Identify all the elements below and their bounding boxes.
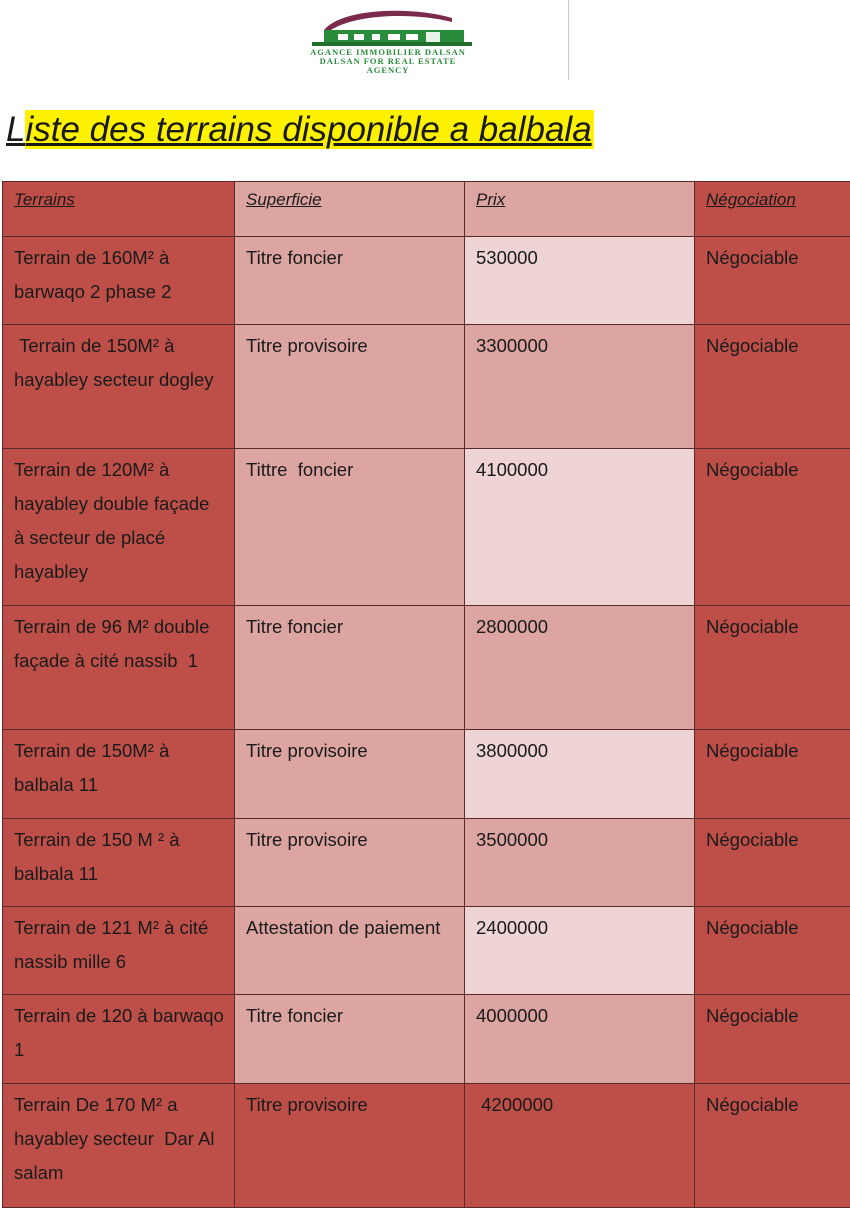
header-superficie: Superficie [235, 182, 465, 237]
cell-negociation: Négociable [695, 1084, 850, 1208]
cell-prix: 4100000 [465, 449, 695, 606]
cell-superficie: Titre provisoire [235, 819, 465, 907]
cell-terrain: Terrain de 150 M ² à balbala 11 [3, 819, 235, 907]
table-row [3, 237, 850, 325]
logo-text [232, 48, 544, 75]
cell-terrain: Terrain de 150M² à hayabley secteur dogley [3, 325, 235, 449]
cell-prix: 3500000 [465, 819, 695, 907]
logo-line-3: AGENCY [232, 66, 544, 75]
table-row [3, 1084, 850, 1208]
cell-superficie: Titre provisoire [235, 325, 465, 449]
cell-terrain: Terrain de 150M² à balbala 11 [3, 730, 235, 819]
table-row [3, 325, 850, 449]
title-rest: iste des terrains disponible a balbala [25, 110, 593, 149]
cell-terrain: Terrain de 120M² à hayabley double façade à secteur de placé hayabley [3, 449, 235, 606]
table-row [3, 907, 850, 995]
cell-superficie: Attestation de paiement [235, 907, 465, 995]
cell-negociation: Négociable [695, 907, 850, 995]
cell-prix: 4000000 [465, 995, 695, 1084]
cell-negociation: Négociable [695, 325, 850, 449]
table-header-row [3, 182, 850, 237]
cell-superficie: Tittre foncier [235, 449, 465, 606]
page-title [6, 104, 594, 156]
table-row [3, 606, 850, 730]
cell-prix: 3300000 [465, 325, 695, 449]
cell-prix: 530000 [465, 237, 695, 325]
agency-logo [232, 4, 544, 82]
cell-superficie: Titre foncier [235, 606, 465, 730]
header-prix: Prix [465, 182, 695, 237]
cell-prix: 3800000 [465, 730, 695, 819]
cell-terrain: Terrain de 120 à barwaqo 1 [3, 995, 235, 1084]
cell-superficie: Titre foncier [235, 237, 465, 325]
cell-superficie: Titre provisoire [235, 730, 465, 819]
table-row [3, 730, 850, 819]
title-first-letter: L [6, 110, 25, 149]
header-divider [568, 0, 569, 80]
cell-negociation: Négociable [695, 237, 850, 325]
cell-prix: 4200000 [465, 1084, 695, 1208]
cell-negociation: Négociable [695, 606, 850, 730]
cell-terrain: Terrain de 160M² à barwaqo 2 phase 2 [3, 237, 235, 325]
table-row [3, 819, 850, 907]
cell-negociation: Négociable [695, 730, 850, 819]
table-row [3, 449, 850, 606]
listing-table [2, 181, 850, 1208]
cell-negociation: Négociable [695, 449, 850, 606]
cell-prix: 2400000 [465, 907, 695, 995]
cell-superficie: Titre provisoire [235, 1084, 465, 1208]
cell-prix: 2800000 [465, 606, 695, 730]
cell-superficie: Titre foncier [235, 995, 465, 1084]
cell-terrain: Terrain De 170 M² a hayabley secteur Dar Al salam [3, 1084, 235, 1208]
header-negociation: Négociation [695, 182, 850, 237]
cell-negociation: Négociable [695, 819, 850, 907]
logo-line-1: AGANCE IMMOBILIER DALSAN [232, 48, 544, 57]
house-logo-icon [302, 4, 474, 48]
logo-line-2: DALSAN FOR REAL ESTATE [232, 57, 544, 66]
cell-terrain: Terrain de 96 M² double façade à cité nassib 1 [3, 606, 235, 730]
table-row [3, 995, 850, 1084]
cell-terrain: Terrain de 121 M² à cité nassib mille 6 [3, 907, 235, 995]
cell-negociation: Négociable [695, 995, 850, 1084]
header-terrains: Terrains [3, 182, 235, 237]
